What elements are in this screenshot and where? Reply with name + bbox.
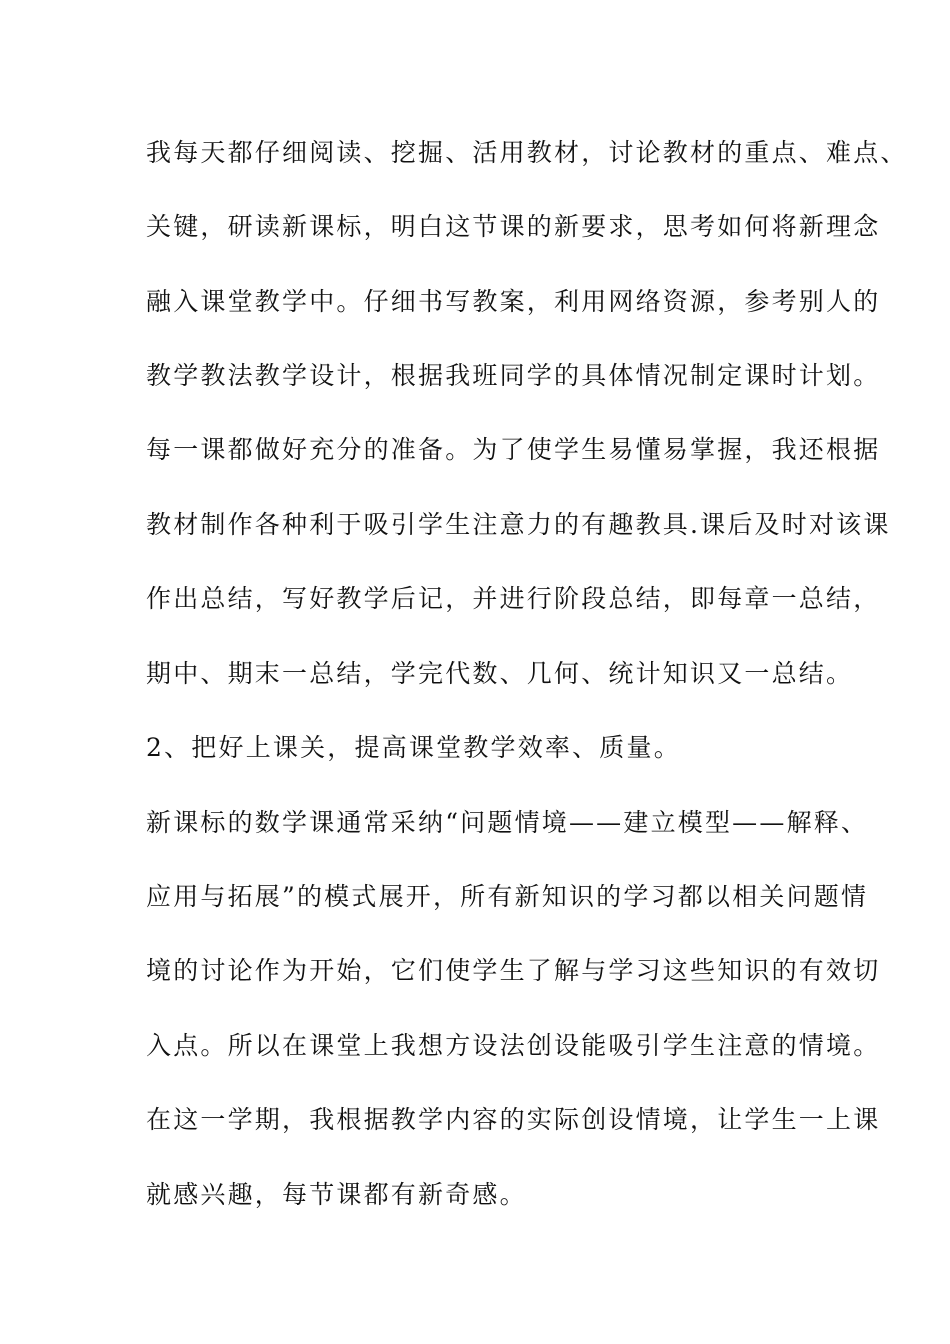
paragraph-line: 作出总结，写好教学后记，并进行阶段总结，即每章一总结， [146,584,881,613]
paragraph-line: 入点。所以在课堂上我想方设法创设能吸引学生注意的情境。 [146,1031,881,1060]
paragraph-line: 我每天都仔细阅读、挖掘、活用教材，讨论教材的重点、难点、 [146,138,908,167]
paragraph-line: 应用与拓展”的模式展开，所有新知识的学习都以相关问题情 [146,882,869,911]
paragraph-line: 关键，研读新课标，明白这节课的新要求，思考如何将新理念 [146,212,881,241]
paragraph-line: 融入课堂教学中。仔细书写教案，利用网络资源，参考别人的 [146,287,881,316]
paragraph-line: 期中、期末一总结，学完代数、几何、统计知识又一总结。 [146,659,854,688]
paragraph-line: 每一课都做好充分的准备。为了使学生易懂易掌握，我还根据 [146,435,881,464]
paragraph-line: 教材制作各种利于吸引学生注意力的有趣教具.课后及时对该课 [146,510,891,539]
paragraph-line: 教学教法教学设计，根据我班同学的具体情况制定课时计划。 [146,361,881,390]
paragraph-line: 在这一学期，我根据教学内容的实际创设情境，让学生一上课 [146,1105,881,1134]
paragraph-line: 就感兴趣，每节课都有新奇感。 [146,1180,527,1209]
paragraph-line: 境的讨论作为开始，它们使学生了解与学习这些知识的有效切 [146,956,881,985]
paragraph-line: 新课标的数学课通常采纳“问题情境——建立模型——解释、 [146,808,869,837]
section-heading: 2、把好上课关，提高课堂教学效率、质量。 [146,733,681,762]
